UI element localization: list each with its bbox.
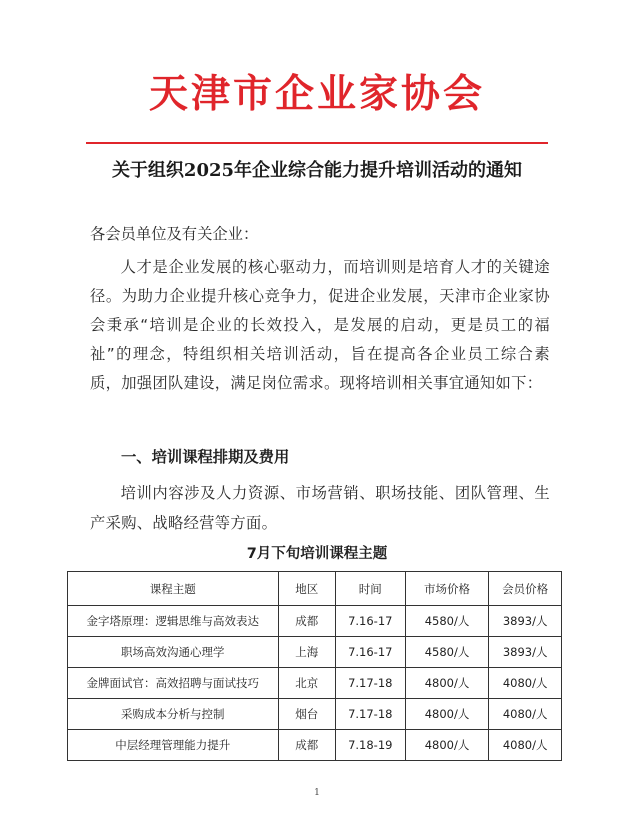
- table-header-row: [68, 572, 562, 606]
- cell-topic: 金字塔原理：逻辑思维与高效表达: [68, 606, 279, 637]
- header-red-rule: [86, 142, 548, 144]
- table-row: [68, 730, 562, 761]
- cell-time: 7.17-18: [335, 668, 405, 699]
- table-caption: 7月下旬培训课程主题: [246, 546, 388, 562]
- cell-time: 7.16-17: [335, 606, 405, 637]
- cell-member-price: 4080/人: [489, 668, 562, 699]
- section-heading-1: 一、培训课程排期及费用: [121, 448, 290, 466]
- header-region: 地区: [278, 572, 335, 606]
- cell-market-price: 4800/人: [405, 699, 489, 730]
- table-row: [68, 637, 562, 668]
- cell-topic: 职场高效沟通心理学: [68, 637, 279, 668]
- cell-time: 7.16-17: [335, 637, 405, 668]
- header-market-price: 市场价格: [405, 572, 489, 606]
- header-member-price: 会员价格: [489, 572, 562, 606]
- cell-market-price: 4580/人: [405, 606, 489, 637]
- cell-region: 北京: [278, 668, 335, 699]
- header-topic: 课程主题: [68, 572, 279, 606]
- cell-market-price: 4580/人: [405, 637, 489, 668]
- page-number: 1: [314, 788, 320, 798]
- table-row: [68, 606, 562, 637]
- salutation: 各会员单位及有关企业：: [90, 225, 259, 243]
- intro-paragraph: 人才是企业发展的核心驱动力，而培训则是培育人才的关键途径。为助力企业提升核心竞争力，促进企业发展，天津市企业家协会秉承“培训是企业的长效投入，是发展的启动，更是员工的福祉”的理念，特组织相关培训活动，旨在提高各企业员工综合素质，加强团队建设，满足岗位需求。现将培训相关事宜通知如下：: [90, 258, 550, 392]
- table-row: [68, 699, 562, 730]
- cell-topic: 中层经理管理能力提升: [68, 730, 279, 761]
- cell-region: 成都: [278, 730, 335, 761]
- cell-time: 7.17-18: [335, 699, 405, 730]
- cell-member-price: 4080/人: [489, 699, 562, 730]
- organization-name: 天津市企业家协会: [148, 71, 485, 117]
- cell-topic: 采购成本分析与控制: [68, 699, 279, 730]
- cell-topic: 金牌面试官：高效招聘与面试技巧: [68, 668, 279, 699]
- document-title: 关于组织2025年企业综合能力提升培训活动的通知: [111, 160, 523, 181]
- cell-market-price: 4800/人: [405, 668, 489, 699]
- cell-region: 烟台: [278, 699, 335, 730]
- section-1-paragraph: 培训内容涉及人力资源、市场营销、职场技能、团队管理、生产采购、战略经营等方面。: [90, 484, 550, 532]
- cell-market-price: 4800/人: [405, 730, 489, 761]
- cell-region: 成都: [278, 606, 335, 637]
- cell-time: 7.18-19: [335, 730, 405, 761]
- cell-member-price: 4080/人: [489, 730, 562, 761]
- course-schedule-table: [67, 571, 562, 761]
- table-row: [68, 668, 562, 699]
- cell-member-price: 3893/人: [489, 637, 562, 668]
- header-time: 时间: [335, 572, 405, 606]
- cell-member-price: 3893/人: [489, 606, 562, 637]
- cell-region: 上海: [278, 637, 335, 668]
